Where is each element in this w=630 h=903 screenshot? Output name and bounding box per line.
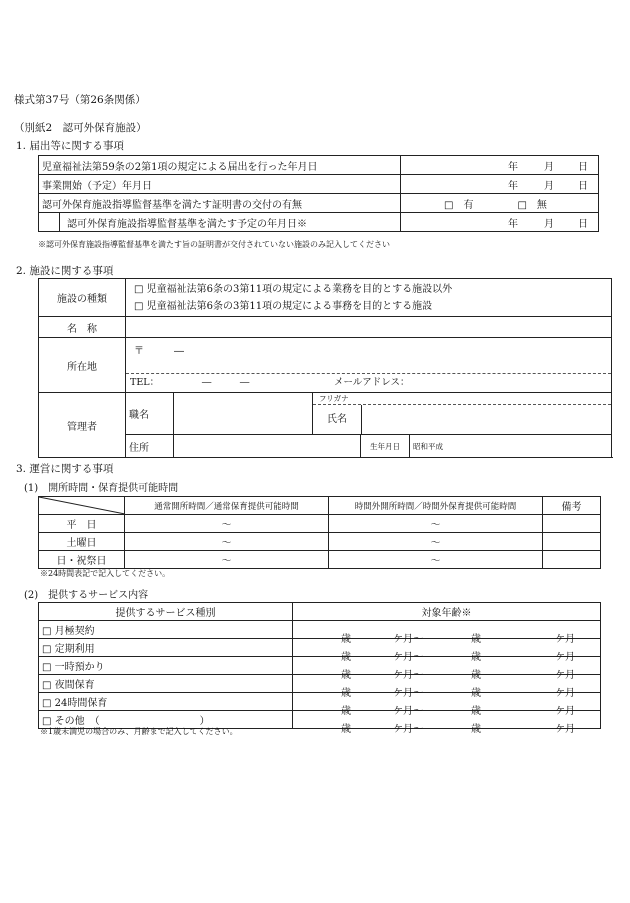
- age-range-monthly[interactable]: [293, 621, 601, 645]
- age-range-regular[interactable]: [293, 639, 601, 663]
- hours-table: [38, 496, 601, 569]
- postal-code: 〒 ―: [134, 346, 184, 357]
- holiday-label: 日・祝祭日: [39, 551, 125, 569]
- name-label: 氏名: [313, 405, 362, 434]
- table-row: [39, 693, 601, 711]
- notification-date-field[interactable]: [401, 156, 599, 175]
- day-label: 日: [578, 180, 588, 192]
- table-row: [39, 497, 601, 515]
- table-row: [39, 551, 601, 569]
- weekday-remarks[interactable]: [543, 515, 601, 533]
- certificate-label: 認可外保育施設指導監督基準を満たす証明書の交付の有無: [39, 194, 401, 213]
- remarks-header: 備考: [543, 497, 601, 515]
- year-label: 年: [508, 161, 518, 173]
- age-range-temporary[interactable]: [293, 657, 601, 681]
- service-night[interactable]: □ 夜間保育: [39, 675, 293, 693]
- months-from-unit: ケ月〜: [393, 687, 423, 699]
- months-from-unit: ケ月〜: [393, 651, 423, 663]
- weekday-normal-hours[interactable]: 〜: [125, 515, 329, 533]
- extra-hours-header: 時間外開所時間／時間外保育提供可能時間: [329, 497, 543, 515]
- facility-name-label: 名 称: [39, 317, 126, 338]
- notification-date-label: 児童福祉法第59条の2第1項の規定による届出を行った年月日: [39, 156, 401, 175]
- facility-type-label: 施設の種類: [39, 279, 126, 317]
- table-row: [39, 675, 601, 693]
- service-type-header: 提供するサービス種別: [39, 603, 293, 621]
- subsection-services-title: (2) 提供するサービス内容: [24, 590, 149, 601]
- months-unit: ケ月: [555, 633, 575, 645]
- weekday-label: 平 日: [39, 515, 125, 533]
- subsection-hours-title: (1) 開所時間・保育提供可能時間: [24, 483, 179, 494]
- day-label: 日: [578, 218, 588, 230]
- service-regular[interactable]: □ 定期利用: [39, 639, 293, 657]
- table-row: [39, 156, 599, 175]
- holiday-normal-hours[interactable]: 〜: [125, 551, 329, 569]
- years-unit: 歳: [341, 687, 351, 699]
- facility-type-option-1[interactable]: □ 児童福祉法第6条の3第11項の規定による業務を目的とする施設以外: [134, 283, 453, 295]
- residence-label: 住所: [126, 435, 174, 458]
- month-label: 月: [544, 218, 554, 230]
- era-label: 昭和平成: [410, 435, 612, 458]
- table-row: [39, 515, 601, 533]
- facility-name-field[interactable]: [126, 317, 612, 338]
- table-row: [39, 175, 599, 194]
- years-unit: 歳: [341, 651, 351, 663]
- saturday-extra-hours[interactable]: 〜: [329, 533, 543, 551]
- years-unit: 歳: [341, 723, 351, 735]
- section-1-title: 1. 届出等に関する事項: [16, 140, 124, 152]
- years-unit: 歳: [471, 651, 481, 663]
- months-from-unit: ケ月〜: [393, 723, 423, 735]
- day-label: 日: [578, 161, 588, 173]
- furigana-row: [313, 393, 611, 405]
- months-unit: ケ月: [555, 687, 575, 699]
- facility-type-options: [126, 279, 612, 317]
- month-label: 月: [544, 161, 554, 173]
- certificate-yes-checkbox[interactable]: □ 有: [444, 199, 474, 211]
- months-unit: ケ月: [555, 705, 575, 717]
- age-range-24h[interactable]: [293, 693, 601, 717]
- contact-row: [126, 373, 611, 390]
- start-date-label: 事業開始（予定）年月日: [39, 175, 401, 194]
- indent-divider: [59, 213, 60, 231]
- table-row: [39, 533, 601, 551]
- table-row: [39, 657, 601, 675]
- years-unit: 歳: [471, 723, 481, 735]
- table-row: [39, 621, 601, 639]
- saturday-remarks[interactable]: [543, 533, 601, 551]
- facility-type-option-2[interactable]: □ 児童福祉法第6条の3第11項の規定による事務を目的とする施設: [134, 300, 433, 312]
- table-row: [39, 338, 612, 393]
- diagonal-line: [39, 497, 125, 514]
- holiday-extra-hours[interactable]: 〜: [329, 551, 543, 569]
- table-row: [39, 279, 612, 317]
- table-row: [39, 639, 601, 657]
- service-other[interactable]: □ その他 （ ）: [39, 711, 293, 729]
- section-2-title: 2. 施設に関する事項: [16, 265, 114, 277]
- age-range-night[interactable]: [293, 675, 601, 699]
- planned-date-field[interactable]: [401, 213, 599, 232]
- months-unit: ケ月: [555, 723, 575, 735]
- planned-date-text: 認可外保育施設指導監督基準を満たす予定の年月日※: [67, 218, 307, 230]
- months-unit: ケ月: [555, 651, 575, 663]
- services-note: ※1歳未満児の場合のみ、月齢まで記入してください。: [40, 727, 238, 736]
- table-row: [39, 603, 601, 621]
- normal-hours-header: 通常開所時間／通常保育提供可能時間: [125, 497, 329, 515]
- months-unit: ケ月: [555, 669, 575, 681]
- table-row: [39, 317, 612, 338]
- section-1-note: ※認可外保育施設指導監督基準を満たす旨の証明書が交付されていない施設のみ記入してください: [38, 240, 390, 249]
- weekday-extra-hours[interactable]: 〜: [329, 515, 543, 533]
- service-temporary[interactable]: □ 一時預かり: [39, 657, 293, 675]
- month-label: 月: [544, 180, 554, 192]
- certificate-field: [401, 194, 599, 213]
- residence-field[interactable]: [174, 435, 361, 458]
- saturday-normal-hours[interactable]: 〜: [125, 533, 329, 551]
- section-3-title: 3. 運営に関する事項: [16, 463, 114, 475]
- years-unit: 歳: [341, 705, 351, 717]
- position-field[interactable]: [174, 393, 313, 435]
- name-row: [313, 405, 611, 434]
- years-unit: 歳: [471, 633, 481, 645]
- facility-table: [38, 278, 612, 458]
- tel-field[interactable]: TEL： ― ―: [130, 377, 250, 388]
- target-age-header: 対象年齢※: [293, 603, 601, 621]
- notification-table: [38, 155, 599, 232]
- certificate-no-checkbox[interactable]: □ 無: [517, 199, 547, 211]
- months-from-unit: ケ月〜: [393, 705, 423, 717]
- furigana-label: フリガナ: [319, 394, 349, 403]
- years-unit: 歳: [341, 669, 351, 681]
- hours-header-corner: [39, 497, 125, 515]
- manager-label: 管理者: [39, 393, 126, 458]
- table-row: [39, 393, 612, 435]
- address-field[interactable]: [126, 338, 612, 393]
- years-unit: 歳: [471, 687, 481, 699]
- holiday-remarks[interactable]: [543, 551, 601, 569]
- year-label: 年: [508, 180, 518, 192]
- hours-note: ※24時間表記で記入してください。: [40, 569, 171, 578]
- start-date-field[interactable]: [401, 175, 599, 194]
- months-from-unit: ケ月〜: [393, 633, 423, 645]
- years-unit: 歳: [341, 633, 351, 645]
- table-row: [39, 194, 599, 213]
- planned-date-label: [39, 213, 401, 232]
- annex-title: （別紙2 認可外保育施設）: [14, 122, 147, 134]
- months-from-unit: ケ月〜: [393, 669, 423, 681]
- age-range-other[interactable]: [293, 711, 601, 735]
- form-number: 様式第37号（第26条関係）: [14, 94, 146, 106]
- email-field[interactable]: メールアドレス：: [334, 377, 410, 388]
- years-unit: 歳: [471, 669, 481, 681]
- year-label: 年: [508, 218, 518, 230]
- position-label: 職名: [126, 393, 174, 435]
- birthdate-label: 生年月日: [361, 435, 410, 458]
- name-block: [313, 393, 612, 435]
- saturday-label: 土曜日: [39, 533, 125, 551]
- table-row: [39, 213, 599, 232]
- years-unit: 歳: [471, 705, 481, 717]
- service-24h[interactable]: □ 24時間保育: [39, 693, 293, 711]
- address-label: 所在地: [39, 338, 126, 393]
- service-monthly[interactable]: □ 月極契約: [39, 621, 293, 639]
